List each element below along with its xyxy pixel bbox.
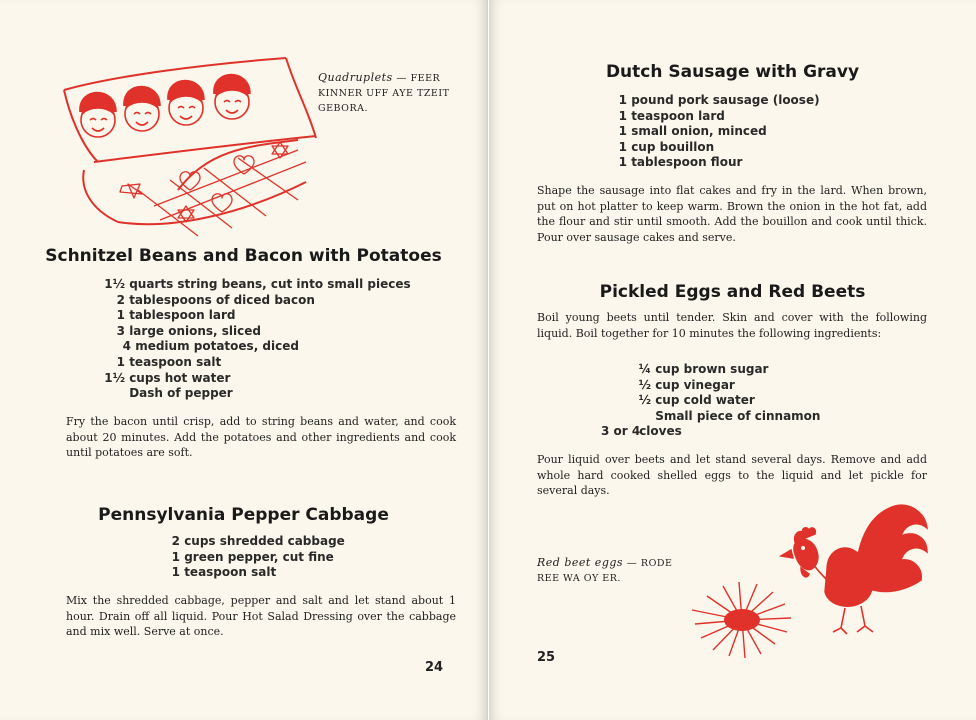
ingredient-item: 1½ quarts string beans, cut into small pieces: [104, 277, 411, 291]
caption-title: Quadruplets: [318, 71, 393, 84]
right-page: [489, 0, 976, 720]
recipe-title: Dutch Sausage with Gravy: [605, 62, 860, 82]
recipe-directions: Shape the sausage into flat cakes and fry in the lard. When brown, put on hot platter to keep warm. Brown the onion in the hot fat, add the flour and stir until smooth. Add the bouillon and cook until thick. Pour over sausage cakes and serve.: [537, 184, 927, 245]
caption-line-2: REE WA OY ER.: [537, 573, 621, 584]
page-number: 25: [537, 650, 556, 665]
recipe-directions: Pour liquid over beets and let stand several days. Remove and add whole hard cooked shelled eggs to the liquid and let pickle for several days.: [537, 453, 927, 498]
quadruplets-caption: [318, 70, 468, 116]
ingredient-item: 1 pound pork sausage (loose): [618, 93, 820, 107]
ingredient-item: ½ cup vinegar: [638, 377, 735, 392]
ingredient-item: ½ cup cold water: [638, 393, 755, 408]
ingredient-list: [101, 277, 411, 402]
caption-line-1: FEER: [410, 73, 441, 84]
caption-title: Red beet eggs: [537, 556, 624, 569]
recipe-title: Schnitzel Beans and Bacon with Potatoes: [45, 246, 442, 266]
ingredient-item: 3 large onions, sliced: [116, 323, 261, 338]
ingredient-item: 1 teaspoon salt: [116, 354, 222, 369]
caption-dash: —: [396, 73, 407, 84]
quadruplets-illustration: [58, 50, 318, 240]
ingredient-item: 1 small onion, minced: [618, 124, 767, 139]
ingredient-list: [158, 534, 345, 581]
ingredient-list: [617, 93, 820, 171]
sun-egg-illustration: [687, 580, 797, 660]
ingredient-item: 1 tablespoon lard: [116, 308, 236, 323]
ingredient-item: 1 teaspoon lard: [618, 108, 725, 123]
ingredient-item: 1 teaspoon salt: [171, 565, 277, 580]
caption-dash: —: [626, 558, 638, 569]
ingredient-item: Small piece of cinnamon: [655, 408, 821, 423]
page-number: 24: [425, 660, 444, 675]
ingredient-item: 4 medium potatoes, diced: [122, 339, 299, 354]
recipe-directions: Fry the bacon until crisp, add to string beans and water, and cook about 20 minutes. Add the potatoes and other ingredients and cook until potatoes are soft.: [66, 415, 456, 460]
ingredient-item: 1½ cups hot water: [104, 370, 231, 385]
caption-line-2: KINNER UFF AYE TZEIT: [318, 88, 450, 99]
ingredient-item: 2 cups shredded cabbage: [171, 534, 345, 548]
caption-line-1: RODE: [640, 558, 673, 569]
recipe-directions: Mix the shredded cabbage, pepper and salt and let stand about 1 hour. Drain off all liquid. Pour Hot Salad Dressing over the cabbage and mix well. Serve at once.: [66, 594, 456, 639]
ingredient-item: 1 tablespoon flour: [618, 155, 743, 170]
caption-line-3: GEBORA.: [318, 103, 369, 114]
recipe-intro: Boil young beets until tender. Skin and cover with the following liquid. Boil together for 10 minutes the following ingredients:: [537, 311, 927, 340]
ingredient-item: ¼ cup brown sugar: [638, 362, 769, 376]
ingredient-item: 2 tablespoons of diced bacon: [116, 292, 315, 307]
ingredient-list: [601, 362, 821, 440]
ingredient-item: 3 or 4 cloves: [601, 424, 682, 439]
recipe-title: Pennsylvania Pepper Cabbage: [98, 505, 389, 525]
ingredient-item: 1 cup bouillon: [618, 139, 715, 154]
ingredient-item: 1 green pepper, cut fine: [171, 549, 334, 564]
recipe-title: Pickled Eggs and Red Beets: [599, 282, 866, 302]
ingredient-item: Dash of pepper: [129, 386, 233, 401]
